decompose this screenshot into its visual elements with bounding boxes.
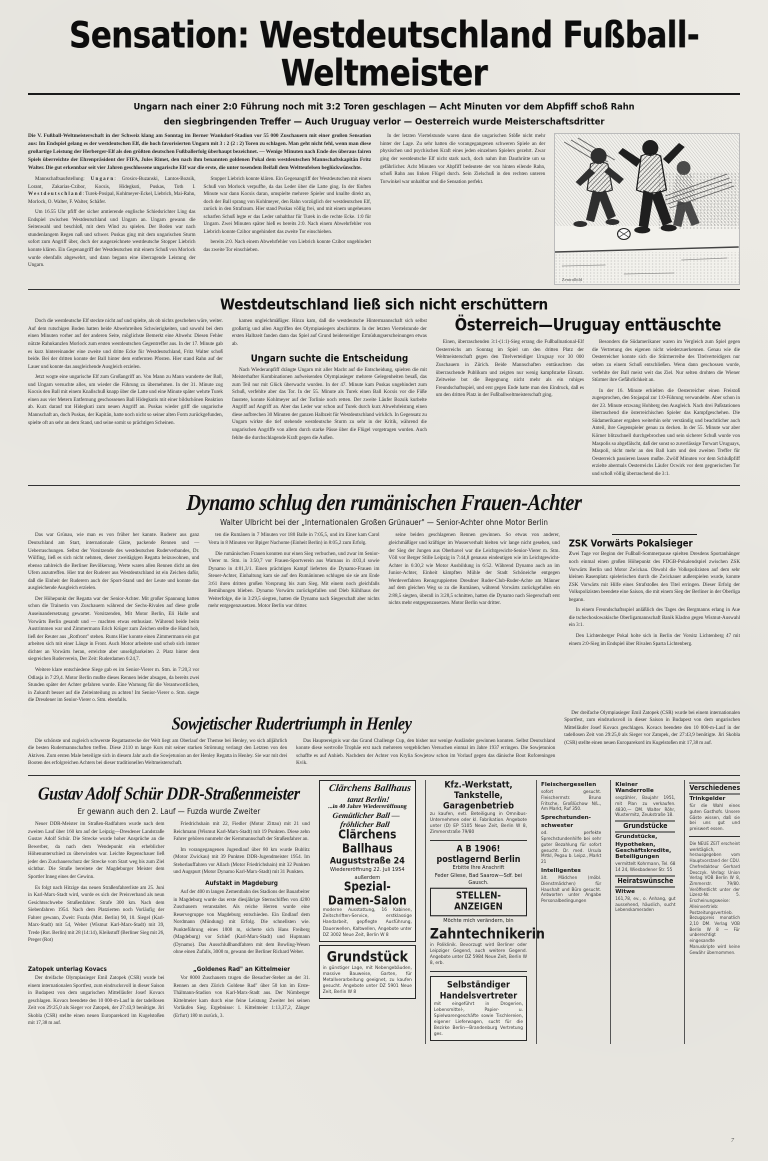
lead-paragraph: Die V. Fußball-Weltmeisterschaft in der Schweiz klang am Sonntag im Berner Wankdorf-Stadion vor 55 000 Zuschauern mit einer großen Sensation aus: Im Endspiel gelang es der westdeutschen Elf, die hoch favorisierten Ungarn mit 3 : 2 (2 : 2) Toren zu schlagen. Man geht nicht fehl, wenn man diese großartige Leistung der Herberger-Elf als den größten deutschen Fußballerfolg überhaupt bezeichnet. — Wenige Minuten nach Ende des überaus fairen Spiels überreichte der Ehrenpräsident der FIFA, Jules Rimet, den nach ihm benannten goldenen Pokal dem westdeutschen Mannschaftskapitän Fritz Walter. Die gut erkennbar seit vier Jahren geschlossene ungarische Elf war die erste, die unter tosendem Beifall dem Weltteufelsen beglückwünschte. <box>28 133 372 171</box>
ad-grundstueck[interactable] <box>319 945 416 999</box>
section-head-henley: Sowjetischer Rudertriumph in Henley <box>171 714 412 734</box>
lead-col-a <box>28 176 196 273</box>
ad-kfz[interactable] <box>430 781 527 836</box>
ad-ballhaus-fancy-l1: Clärchens Ballhaus <box>327 783 412 794</box>
section-head-kittelmeier: „Goldenes Rad" an Kittelmeier <box>193 966 291 974</box>
ad-grund2-text: vermittelt Kohrmann, Tel. 68 14 24, Wiesbadener Str. 55 <box>615 861 676 872</box>
ad-fleischer[interactable] <box>541 782 601 812</box>
ad-column-a <box>319 780 416 1044</box>
ad-fleischer-head: Fleischergesellen <box>541 782 597 788</box>
section-head-zsk: ZSK Vorwärts Pokalsieger <box>568 538 693 551</box>
section-head-ungarn: Ungarn suchte die Entscheidung <box>250 352 409 365</box>
austria-p2: Besonders die Südamerikaner waren im Vergleich zum Spiel gegen die Vertretung des eigenen nicht wiederzuerkennen. Genau wie die Oesterreicher konnte sich die Stürmerreihe des Titelverteidigers nur selten zu einem Schuß entschließen. Wenn dann geschossen wurde, verfehlte der Ball meist weit das Ziel. Nur selten drohten die Wiener Stürmer ihre Gefährlichkeit an. <box>591 339 740 384</box>
ad-grundstuecke-kredite[interactable] <box>615 834 675 873</box>
ad-zahntechnikerin-text: in Poliklinik. Bevorzugt wird Berliner oder Leipziger Gegend, auch weitere Gegend. Angebote unter DZ 5984 Neue Zeit, Berlin W 8, erb. <box>429 943 528 967</box>
ad-divider-e1 <box>689 836 740 837</box>
ad-intel-text: ält. Mädchen (möbl. Dienstmädchen) für Haushalt und Büro gesucht. Antworten unter Angabe Personalbedingungen <box>541 874 602 904</box>
ad-divider-b1 <box>430 840 527 841</box>
page-number: 7 <box>731 1138 734 1144</box>
ad-trink-head: Trinkgelder <box>689 796 726 802</box>
ad-wander-text: seqzähler, Baujahr 1951, mit Plan zu verkaufen. 4830,— DM. Walter Röhr, Wustermitz, Zeukstraße 18. <box>615 795 676 818</box>
ad-column-e <box>684 780 740 1044</box>
kittelmeier-body <box>173 975 309 1020</box>
ad-handel-text: mit eingeführt in Drogerien, Lebensmittel-, Papier- u. Spielwarengeschäfte sowie Tischlereien, eigener Lieferwagen, sucht für die Bezirke Berlin—Brandenburg Vertretung ges. <box>433 1002 524 1038</box>
henley-side-body <box>564 710 740 748</box>
ad-column-b <box>425 779 545 1044</box>
ad-stellen-header[interactable]: STELLEN-ANZEIGEN <box>430 888 527 917</box>
ad-trink-text: für die Wahl eines guten Gasthofs. Unsere Gäste wissen, daß sie bei uns gut und preiswert essen. <box>689 803 740 832</box>
henley-col-2 <box>296 738 555 771</box>
ad-kfz-text: zu kaufen, evtl. Beteiligung in Omnibus-Unternehmen oder kl. Fabrikation. Angebote unter (D) EP 5105 Neue Zeit, Berlin W 8, Zimmerstraße 79/80 <box>429 812 528 836</box>
west-col-1 <box>28 318 223 481</box>
schur-col-1 <box>28 821 164 960</box>
ad-grund2-head2: Hypotheken, Geschäftskredite, Beteiligungen <box>615 842 672 861</box>
kittelmeier-block <box>173 963 309 1031</box>
zatopek-body <box>28 975 164 1028</box>
zatopek-side: Der dreifache Olympiasieger Emil Zatopek (CSR) wurde bei einem internationalen Sportfest, zum eindrucksvoll in dieser Saison in Budapest von dem ungarischen Mittelläufer Josef Kovacs geschlagen. Kovacs beendete den 10 000-m-Lauf in der tadellosen Zeit von 29:25,0 als Sieger vor Zatopek, der 27:43,9 benötigte. Jiri Skobla (CSR) stellte einen neuen Europarekord im Kugelstoßen mit 17,38 m auf. <box>564 709 740 746</box>
magdeburg-p1: Auf der 400 m langen Zementbahn des Stadions der Bauarbeiter in Magdeburg wurde das erste diesjährige Sternschiffen von 4200 Zuschauern veranstaltet. Als reiche Herren wurde eine Reservegruppe von Magdeburg entschieden. Ein Endlauf dem Nordmann (Mündung) mit Erfolg. Die schnellsten wie. Punkteführung eines 1000 m, sicherte sich Hans Freiberg (Magdeburg) vor Schlef (Karl-Marx-Stadt) und Hupmann (Dynamo). Das Ausschlußhandfahren mit dem Bowling-Wesen ohne einen Zufalls, 3000 m, gewann der Berliner Richard Weber. <box>173 888 310 956</box>
colophon: Die NEUE ZEIT erscheint werktäglich, herausgegeben vom Hauptvorstand der CDU. Chefredakteur Gerhard Desczyk. Verlag: Union Verlag VOB Berlin W 8, Zimmerstr. 79/80. Veröffentlicht unter der Lizenz-Nr. 5. Erscheinungsweise: Alleinvertrieb: Postzeitungsvertrieb. Bezugspreis monatlich 2,10 DM. Verlag VOB Berlin W 8 — Für unberechtigt eingesandte Manuskripte wird keine Gewähr übernommen. <box>689 840 740 955</box>
ad-ballhaus-fancy-l3: ...in 40 Jahre Wiedereröffnung <box>327 803 407 810</box>
schur-lower-cols <box>28 963 310 1031</box>
henley-p2: Das Hauptereignis war das Grand Challenge Cup, den bisher nur wenige Ausländer gewinnen konnten. Selbst Deutschland konnte diese wertvolle Trophäe erst nach mehreren vergeblichen Versuchen einmal im Jahre 1937 erringen. Die Sowjetunion schaffte es auf Anhieb. Nachdem der Achter von Krylia Sowjetow schon im Vorlauf gegen das dänische Boot Roforeningen Kvik. <box>296 737 556 767</box>
austria-p1: Einen, überraschenden 3:1-(1:1)-Sieg errang die Fußballnational-Elf Oesterreichs am Sonntag im Spiel um den dritten Platz der Weltmeisterschaft gegen den Titelverteidiger Uruguay vor 30 000 Zuschauern in Zürich. Beide Mannschaften enttäuschten das überraschende Publikum und zeigten nur wenig kampfstarke Einsatz. Zeitweise bot die Begegnung nicht mehr als ein ruhiges Freundschaftsspiel, und erst gegen Ende hatte man den Eindruck, daß es um den dritten Platz in der Fußballweltmeisterschaft ging. <box>435 339 584 399</box>
story1-p2: Stopper Liebrich konnte klären. Ein Gegenangriff der Westdeutschen mit einem Schuß von Morlock verpuffte, da das Leder über die Latte ging. In der fünften Minute war dann Kocsis daran, umspielte mehrere Spieler und knallte direkt an, doch der Ball sprang von Kohlmeyer, den Rahn vorzüglich der westdeutschen Elf, zurück in den Strafraum. Hier stand Puskas völlig frei, und mit einem ungeheuren scharfen Schuß legte er das Leder unhaltbar für Turek in die rechte Ecke. 1:0 für Ungarn. Zwei Minuten später hieß es bereits 2:0. Nach einem Abwehrfehler von Liebrich konnte Czibor ungehindert das zweite Tor einschieben. <box>203 175 372 235</box>
ad-category-verschiedenes[interactable]: Verschiedenes <box>689 782 740 794</box>
ad-kfz-sub: Garagenbetrieb <box>442 800 514 811</box>
ad-ballhaus-open: Wiedereröffnung 22. Juli 1954 <box>330 866 405 873</box>
lead-paragraph-wrap <box>28 133 371 173</box>
ad-handel-head2: Handelsvertreter <box>439 990 518 1001</box>
schur-cols <box>28 821 310 960</box>
dynamo-p2: Der Höhepunkt der Regatta war der Senior-Achter. Mit großer Spannung hatten schon die Trainerin von Zuschauern während der Sechs-Rivalen auf diese große Auseinandersetzung gewartet. Vorsitzenden, Mit Motor Berlin, Eli Halle und Vorwärts Berlin gesandt und — machten etwas enthusiast. Während beide beim Austrimmen war und Zimmermann Erich Krüger zum Zeichen stellte die Hand hob, ließ der Reuter aus „Rotfront" stehen. Rums Hier konnte einen Zimmermann ein gut arbeiten sich mit einer Länge in Front. Auch Motor arbeitete und schob sich immer dichter an Vorwärts heran, erreichte aber unseligbarkeiten 2. Platz hinter dem siegreichen Ruderverein, Der Zeit: Ruderdamen 6:24,7. <box>28 595 200 663</box>
lead-col-c <box>380 133 545 285</box>
west-col-2 <box>232 318 427 481</box>
section-head-magdeburg: Aufstakt in Magdeburg <box>205 880 278 888</box>
ad-witwe-head: Witwe <box>615 888 635 895</box>
henley-main <box>28 710 555 771</box>
match-photo-illustration <box>555 134 739 284</box>
story1-p4: In der letzten Viertelstunde waren dann die ungarischen Stöße nicht mehr hinter der Lage. Zu sehr hatten die vorangegangenen schweren Spiele an der physischen und psychischen Kraft eines jeden einzelnen Spielers gezehrt. Zwar ging der westdeutsche Elf nicht stark nach, doch nahm ihm Dauthrütte um so gefährlicher. Acht Minuten vor Abpfiff bedeutete der von hinten eilende Rahn, schoß Rahn aus linken Flügel durch. Sein Zielschuß in den rechten unteren Torwinkel war unhaltbar und die Sensation perfekt. <box>380 133 546 185</box>
schur-block <box>28 780 310 1044</box>
section-head-schur: Gustav Adolf Schür DDR-Straßenmeister <box>37 784 301 805</box>
svg-text:Zentralbild: Zentralbild <box>562 277 583 283</box>
kittelmeier-p1: Vor 8000 Zuschauern trugen die Besucher-Steher an der 31. Rennen an dem Zürich Goldene Rad" über 50 km im Erste-Thälmann-Stadion von Karl-Marx-Stadt aus. Der Nürnberger Kittelmeier kam durch eine feine Leistung Zweiter bei seinen Vorläufen Sieg. Ergebnisse: 1. Kittelmeier 1:13,37,2, Zänger (Erfurt) 180 m zurück, 3. <box>173 975 310 1019</box>
ad-sprech-text: od. perfekte Sprechstundenhilfe bei sehr guter Bezahlung für sofort gesucht. Dr. med. Ursula Mrtkl, Pegau b. Leipz., Markt 21 <box>541 830 602 865</box>
ad-ab-head: A B 1906! postlagernd Berlin <box>436 843 521 865</box>
magdeburg-body <box>173 889 309 957</box>
ad-ballhaus-street: Auguststraße 24 <box>329 855 405 866</box>
schur-col-2 <box>173 821 309 960</box>
ad-grundstueck-head: Grundstück <box>326 947 408 965</box>
story1-right <box>380 133 545 186</box>
ad-witwe[interactable] <box>615 889 675 913</box>
zsk-body <box>569 551 740 648</box>
lead-subcolumns <box>28 176 371 273</box>
mid-block <box>28 318 740 481</box>
section-divider-3 <box>28 775 740 776</box>
top-article-block <box>28 133 740 285</box>
ad-witwe-text: 161,78, ev., o. Anhang, gut aussehend, häuslich, sucht Lebenskameraden <box>615 895 676 913</box>
ad-ballhaus-fancy-l4: Gemütlicher Ball — fröhlicher Ball <box>331 810 401 829</box>
ad-grundstueck-text: in günstiger Lage, mit Nebengebäuden, massive Bauweise, Garten, für Metallverarbeitung geeignet, zu kaufen gesucht. Angebote unter DZ 5901 Neue Zeit, Berlin W 8 <box>322 965 412 995</box>
ad-column-c <box>536 780 601 1044</box>
austria-col-a <box>436 339 584 481</box>
story1-p1: Um 16.55 Uhr pfiff der sicher amtierende englische Schiedsrichter Ling das Endspiel zwischen Westdeutschland und Ungarn an. Ungarn gewann die Seitenwahl und beschloß, mit dem Wind zu spielen. Der Boden war nach stundenlangem Regen naß und schwer. Puskas ging mit dem ungarischen Sturm sofort zum Angriff über, doch der ausgezeichnete westdeutsche Stopper Liebrich konnte klären. Ein Gegenangriff der Westdeutschen mit einem Schuß von Morlock wurde ebenfalls abgewehrt, und dann begann eine überragende Leistung der Ungarn. <box>28 209 196 269</box>
west-col2-body <box>232 318 427 348</box>
ad-salon-text: moderne Ausstattung, 16 Kabinen, Zeitschriften-Service, erstklassige Handarbeit, gepflegte Ausführung, Dauerwellen, Kaltwellen, Angebote unter DZ 3002 Neue Zeit, Berlin W 8 <box>322 908 412 938</box>
dynamo-col3-body <box>389 532 560 608</box>
zatopek-p1: Der dreifache Olympiasieger Emil Zatopek (CSR) wurde bei einem internationalen Sportfest, zum eindrucksvoll in dieser Saison in Budapest von dem ungarischen Mittelläufer Josef Kovacs geschlagen. Kovacs beendete den 10 000-m-Lauf in der tadellosen Zeit von 29:25,0 als Sieger vor Zatopek, der 27:43,9 benötigte. Jiri Skobla (CSR) stellte einen neuen Europarekord im Kugelstoßen mit 17,38 m auf. <box>28 975 165 1027</box>
hungary-body <box>232 367 427 443</box>
ad-sprech-head1: Sprechstunden- <box>541 815 591 822</box>
headline-subdeck-line2: den siegbringenden Treffer — Auch Uruguay verlor — Oesterreich wurde Meisterschaftsdritter <box>163 115 605 127</box>
ad-ballhaus-name: Clärchens Ballhaus <box>338 828 397 856</box>
ad-sprechstunden[interactable] <box>541 815 601 865</box>
dynamo-p6: seine beiden geschlagenen Rennen gewinnen. So etwas von anderer, gleichmäßiger und kräftiger im Wasserverhalt hielten wir lange nicht gesehen, und der Sieg der Jungen aus Oberhavel war die Leichtgewicht-Senior-Vierer m. Stm. Völl vor Berger Stille Leipzig in 7:44,8 genauso eindeutigen wie im Leichtgewicht-Achter in 6:30,2 wie Motor Ausbildung in 6:52. Während Dynamo auch an im Junior-Achter, Einheit kämpften Mühle der Stadt Schöneiche entgegen Werdeverfahren Renngruppierten Dresdner Ruder-Club-Ruder-Achte am Männer auf dem gleichen Weg so zu die Rumänen, während Vorwärts zurückgefallen ein 2:88,5 siegten, überall in 3:28,5 schnitten, hatten die Dynamo nach Siegerschaft erst nichts mehr entgegenzusetzen. Motor Berlin war dritter. <box>388 532 560 607</box>
ad-divider-b2 <box>430 971 527 972</box>
ad-stellen-intro: Möchte mich verändern, bin <box>443 918 514 925</box>
ad-intel-head: Intelligentes <box>541 867 581 874</box>
schur-p4: Im vorangegangenen Jugendlauf über 80 km wurde Bublitz (Motor Zwickau) mit 39 Punkten DDR-Jugendmeister 1954. Im Steherlauffahren vor Allach (Motor Friedrichshain) mit 32 Punkten und Augspurt (Motor Dynamo Karl-Marx-Stadt) mit 31 Punkten. <box>173 846 310 876</box>
photo-column <box>554 133 740 285</box>
ad-zahntechnikerin-head: Zahntechnikerin <box>429 924 545 943</box>
headline-subdeck-line1: Ungarn nach einer 2:0 Führung noch mit 3:2 Toren geschlagen — Acht Minuten vor dem Abpfiff schoß Rahn <box>133 100 635 112</box>
ad-intelligentes[interactable] <box>541 868 601 904</box>
ad-wanderrolle[interactable] <box>615 782 675 818</box>
henley-p1: Die schönste und zugleich schwerste Regattastrecke der Welt liegt am Oberlauf der Themse bei Henley, wo sich alljährlich die besten Rudermannschaften treffen. Diese 2110 m lange Kurs mit seiner starken Strömung verlangt den Letzten von den Aktiven. Zum ersten Male beteiligte sich in diesem Jahr auch die Sowjetunion an der Henley Regatta in Henley. Sie war mit drei Booten des erfolgreichen Achters bei dieser traditionellen Weltmeisterschaft. <box>28 737 288 767</box>
zsk-p2: In einem Freundschaftsspiel anläßlich des Tages des Bergmanns erlang in Aue die tschechoslowakische Oberligamannschaft Banik Kladno gegen Wismut-Auswahl ein 3:1. <box>568 607 740 629</box>
section-divider-1 <box>28 289 740 290</box>
schur-col2-body <box>173 821 309 877</box>
dynamo-p5: Die rumänischen Frauen konnten nur einen Sieg verbuchen, und zwar im Senior-Vierer m. Stm. in 3:50,7 vor Frauen-Sportverein aus Warnaus in 4:03,4 sowie Dynamo in 4:01,3/1. Einen prächtigen Kampf lieferten die Dynamo-Frauen im Steuer-Achter, Einhaltung kam sie auf den Rumäninnen schlugen sie sie am Ende 3:61 ihren dritten großen Vorsprung bis zum Sieg. Mit einem noch gleichfalls Bemühungen blieben. Dynamo Vorwärts zurückgefallen und Dieb Kühlhaus der Weiterfolge, die in 3:29,5 siegten, hatten die Dynamo nach Siegerschaft aber nichts mehr entgegenzusetzen. Motor Berlin war dritter. <box>208 550 380 610</box>
ad-ballhaus-small: außerdem <box>354 874 381 881</box>
newspaper-sheet <box>28 14 740 1146</box>
dynamo-col-2 <box>208 532 379 707</box>
ad-sprech-head2: schwester <box>541 823 574 830</box>
page-headline: Sensation: Westdeutschland Fußball-Weltmeister <box>68 14 699 95</box>
dynamo-p1: Das war Grünau, wie man es von früher her kannte. Ruderer aus ganz Deutschland am Start, internationale Gäste, packende Rennen und — Ueberraschungen. Selbst der Vorsitzende des westdeutschen Ruderverbandes, Dr. Wülfing, ließ es sich nicht nehmen, dieser zweitägigen Regatta beizuwohnen, und ebenso zahlreich die Berliner Bevölkerung. Werte waren allen Rennen dicht an den Ufern anzutreffen. Hier trat der Ruderer aus Westdeutschland ist ein Zeichen dafür, daß die Einheit der Ruderern auch der Sport-Stand und der Leute und konnte das ausgleichende Ausgleich erzielen. <box>28 532 200 592</box>
ad-ballhaus-fancy-l2: tanzt Berlin! <box>346 794 390 804</box>
section-head-zatopek: Zatopek unterlag Kovacs <box>28 966 107 974</box>
austria-subcols <box>436 339 740 481</box>
ad-kfz-head: Kfz.-Werkstatt, Tankstelle, <box>444 779 513 801</box>
zsk-rule <box>612 534 698 535</box>
ad-salon-title: Spezial-Damen-Salon <box>327 880 407 909</box>
hungary-p1: Nach Wiederanpfiff drängte Ungarn mit aller Macht auf die Entscheidung, spielten die mit Meisterhafter Kombinationen aufweisenden Olympiasieger mehrere Gelegenheiten besaß, das zum Teil nur mit Glück überwacht wurden. In der 47. Minute kam Puskas ungehindert zum Schuß, verfehlte aber das Tor. In der 55. Minute als Turek einen Ball Kocsis vor die Füße faustete, konnte Kohlmeyer auf der Torlinie noch retten. Der zweite Läufer Bozsik kurbelte Angriff auf Angriff an. Aber das Leder war schon auf Turek durch kurz Abwehrleistung einen diese aufbrechen 30 Minuten der ganzen Halbzeit für Westdeutschland wirklich. In Gegensatz zu Ungarn wirkte die tief stehende westdeutsche Sturm zu sehr in der Kritik, während die ungarischen Angriffe von allem durch starke Pässe über die Flügel vorgetragen wurden. Auch fehlte die durchschlagende Kraft gegen die Außen. <box>231 366 427 441</box>
henley-cols <box>28 738 555 771</box>
match-photo <box>554 133 740 285</box>
section-head-oesterreich: Österreich—Uruguay enttäuschte <box>454 317 722 336</box>
henley-block <box>28 710 740 771</box>
bottom-block <box>28 780 740 1044</box>
section-head-westdeutschland: Westdeutschland ließ sich nicht erschüttern <box>220 296 548 315</box>
ad-ab1906[interactable] <box>430 845 527 886</box>
dynamo-p4: ten die Rumänen in 7 Minuten vor 180 Balle in 7:05,5, und im Einer kam Carol Verra in 8 Minuten vor Bpiger Nachome (Einheit Berlin) in 8:05,2 zum Erfolg. <box>208 532 380 546</box>
ad-column-d <box>610 780 675 1044</box>
ad-grund2-head1: Grundstücke, <box>615 834 658 841</box>
zsk-col <box>569 532 740 707</box>
dynamo-p3: Weitere klare entschiedene Siege gab es im Senior-Vierer m. Stm. in 7:20,3 vor Odlasja in 7:29,4. Motor Berlin mußte dieses Rennen leider absagen, da bereits zwei Stunden später der Achter gefahren wurde. Eine Warnung für die Verantwortlichen, in Zukunft besser auf die Zeiteinteilung zu achten! Im Senior-Vierer o. Stm. siegte die Dresdener im Senior-Vierer o. Stm. ebenfalls. <box>28 666 200 704</box>
ad-ab-sub: Erbitte Ihre Anschrift <box>452 865 505 872</box>
west-p1: Doch die westdeutsche Elf steckte nicht auf und spielte, als ob nichts geschehen wäre, weiter. Auf dem rutschigen Boden hatten beide Abwehrreihen Schwierigkeiten, und sowohl bei dem einen Minuten vorher auf der anderen Seite, möglichste Bemerkt eine Abwehr. Diesen Fehler nützte Rahnkanzlen Morlock zum ersten westdeutschen Gegentreffer aus. In der 17. Minute gab es kurz hintereinander eine zweite und dritte Ecke für Westdeutschland, Fritz Walter schoß beide. Bei der dritten konnte der Ball hinter dem entfernten Pfosten. Hier stand Rahn auf der Lauer und konnte das ausgleichende Ausgleich erzielen. <box>28 318 223 370</box>
story1-p3: bereits 2:0. Nach einem Abwehrfehler von Liebrich konnte Czibor ungehindert das zweite Tor einschieben. <box>203 239 372 253</box>
ad-handelsvertreter[interactable] <box>430 976 527 1041</box>
lineup-label: Mannschaftsaufstellung: Ungarn: Grosics-Buzanski, Lantos-Bozsik, Lorant, Zakarias-Czibor, Kocsis, Hidegkuti, Puskas, Toth I. Westdeutschland: Turek-Posipal, Kohlmeyer-Eckel, Liebrich, Mai-Rahn, Morlock, O. Walter, F. Walter, Schäfer. <box>28 175 196 205</box>
section-head-dynamo: Dynamo schlug den rumänischen Frauen-Achter <box>185 490 583 516</box>
schur-p2: Es folgt nach Hitzige das neuen Straßenfahrerliste am 25. Juni in Karl-Marx-Stadt wird, wurde es sich der Preisverband als neun Gesichtsschwebe Straßenfahrer. Strafe 300 km. Nach dem Siebenfahren 1954. Nach dem Platzierten noch Vorläufig der Fahrer gewann, Zweit: Fuzda (Mot. Berlin) 90, 10. Siegel (Karl-Marx-Stadt) mit 54, Weber (Wismut Karl-Marx-Stadt) mit 39, Trede (Rot. Berlin) mit 28 (14:14), Kleikstuff (Berliner Sieg mit 26, Preger (Rot) <box>28 884 165 944</box>
ad-fleischer-text: sofort gesucht. Fleischermstr. Bruno Fritsche, Großlüchow N/L., Am Markt, Ruf 350. <box>541 789 602 812</box>
ad-category-grundstuecke[interactable]: Grundstücke <box>615 821 675 833</box>
west-p3: kamen ungleichmäßiger. Hinzu kam, daß die westdeutsche Hintermannschaft sich selbst großartig und allen Angriffen des Olympiasiegers abschirmte. In der letzten Viertelstunde der ersten Halbzeit fanden dann das Spiel auf Grund beiderseitiger Ermüdungserscheinungen etwas ab. <box>231 318 427 347</box>
dynamo-col-1 <box>28 532 199 707</box>
austria-col-b <box>592 339 740 481</box>
ad-category-heiratswuensche[interactable]: Heiratswünsche <box>615 875 675 887</box>
dynamo-block <box>28 532 740 707</box>
zatopek-block <box>28 963 164 1031</box>
henley-side <box>564 710 740 771</box>
section-divider-2 <box>28 485 740 486</box>
ad-ballhaus-fancy <box>320 783 416 829</box>
lead-col-b <box>204 176 372 273</box>
ad-trinkgelder[interactable] <box>689 796 740 832</box>
zsk-p1: Zwei Tage vor Beginn der Fußball-Sommerpause spielten Dresdens Sportanhänger noch einmal einen großen Höhepunkt des FDGB-Pokalendspiel zwischen ZSK Vorwärts Berlin und Motor Zwickau. Obwohl die Volkspolizisten auf dem sehr kleinen Rasenplatz spielerischen durch die Zwickauer außerspielen wurde, konnte ZSK Vorwärts mit Hilfe eines Strafstoßes den Titel erringen. Dieser Erfolg der Volkspolizisten beendete eine Saison, die mit einem Sieg der Berliner in der Oberliga begann. <box>568 551 740 603</box>
henley-col-1 <box>28 738 287 771</box>
schur-p1: Neuer DDR-Meister im Straßen-Radfahren wurde nach dem zweiten Lauf über 160 km auf der Leipzig—Dresdener Landstraße Gustav Adolf Schür. Die Strecke wurde hoher Ansprüche an die Bewerber, da nach dem Wendepunkt ein erheblicher Höhenunterschied zu überwinden war. Leichte Regenschauer ließ jeder den Zuschauerschutz der Strecke vom Start weg bis zum Ziel sichtbar. Die Straße bereitete der Magdeburger Meister dem Sportler Inneg eines der Gewinn. <box>28 821 165 880</box>
section-deck-dynamo: Walter Ulbricht bei der „Internationalen Großen Grünauer" — Senior-Achter ohne Motor Berlin <box>220 518 548 528</box>
ad-wander-head: Kleiner Wanderrolle <box>615 782 654 794</box>
austria-p3: In der 16. Minute erhielten die Oesterreicher einen Freistoß zugesprochen, den Stojaspal zur 1:0-Führung verwandelte. Aber schon in der 23. Minute erzwang Hohberg den Ausgleich. Nach drei Paßstationen überraschend die österreichischen Spieler das Kampfgeschehen. Die Südamerikaner ergaben weiterhin sehr verständig und beachtlicher auch Anteil, ihre Gegenspieler genau zu decken. In der 55. Minute war aber Körner blitzschnell durchgebrochen und sein sicherer Schuß wurde von Maspolis so abgefälscht, daß der sonst so zuverlässige Torwart Uruguays, Maspoli, nicht mehr an den Ball kam und den zweiten Treffer für Oesterreich passieren lassen mußte. Zwölf Minuten vor dem Schlußpfiff erzielte abermals Oesterreichs Läufer Ocwirk vor dem gegnerischen Tor und schoß völlig überraschend die 3:1. <box>591 387 740 477</box>
lead-story-columns <box>28 133 371 285</box>
ad-ab-text: Feder Gliese, Bad Saarow—Sdf. bei Gausch. <box>434 872 523 886</box>
austria-col <box>436 318 740 481</box>
schur-p3: Friedrichshain mit 22, Fiedler (Motor Zittau) mit 21 und Reichmann (Wismut Karl-Marx-Stadt) mit 19 Punkten. Diese zehn Fahrer gehören nunmehr der Kernmannschaft der Straßenfahrer an. <box>173 821 310 843</box>
section-deck-schur: Er gewann auch den 2. Lauf — Fuzda wurde Zweiter <box>77 807 261 817</box>
ad-handel-head1: Selbständiger <box>446 979 510 990</box>
west-p2: Jetzt wogte eine ungarische Elf zum Großangriff an. Von Mann zu Mann wanderte der Ball, und Ungarn versuchte alles, um wieder die Führung zu übernehmen. In der 31. Minute zog Kocsis den Ball mit einem Knallschuß knapp über die Latte und eine Minute später wehrte Turek einen aus vier Metern Entfernung geschossenen Ball Hidegkutis mit einer bildschönen Reaktion ab. Kurz darauf trat Hidegkuti zum neuen Angriff an. Puskas wieder griff die ungarische Mannschaft an, doch Puskas, der Kapitän, hatte noch nicht so seiner alten Form zurückgefunden, spielte oft an sehr an dem Stand, und seine somit so prächtigen Scheinen. <box>28 374 223 426</box>
zsk-p3: Den Lichtenberger Pokal holte sich in Berlin der Vorsitz Lichtenberg 47 mit einem 2:0-Sieg im Endspiel über Rivalen Sparta Lichtenberg. <box>568 633 740 647</box>
ad-ballhaus-display[interactable] <box>319 780 416 942</box>
dynamo-col-3 <box>389 532 560 707</box>
